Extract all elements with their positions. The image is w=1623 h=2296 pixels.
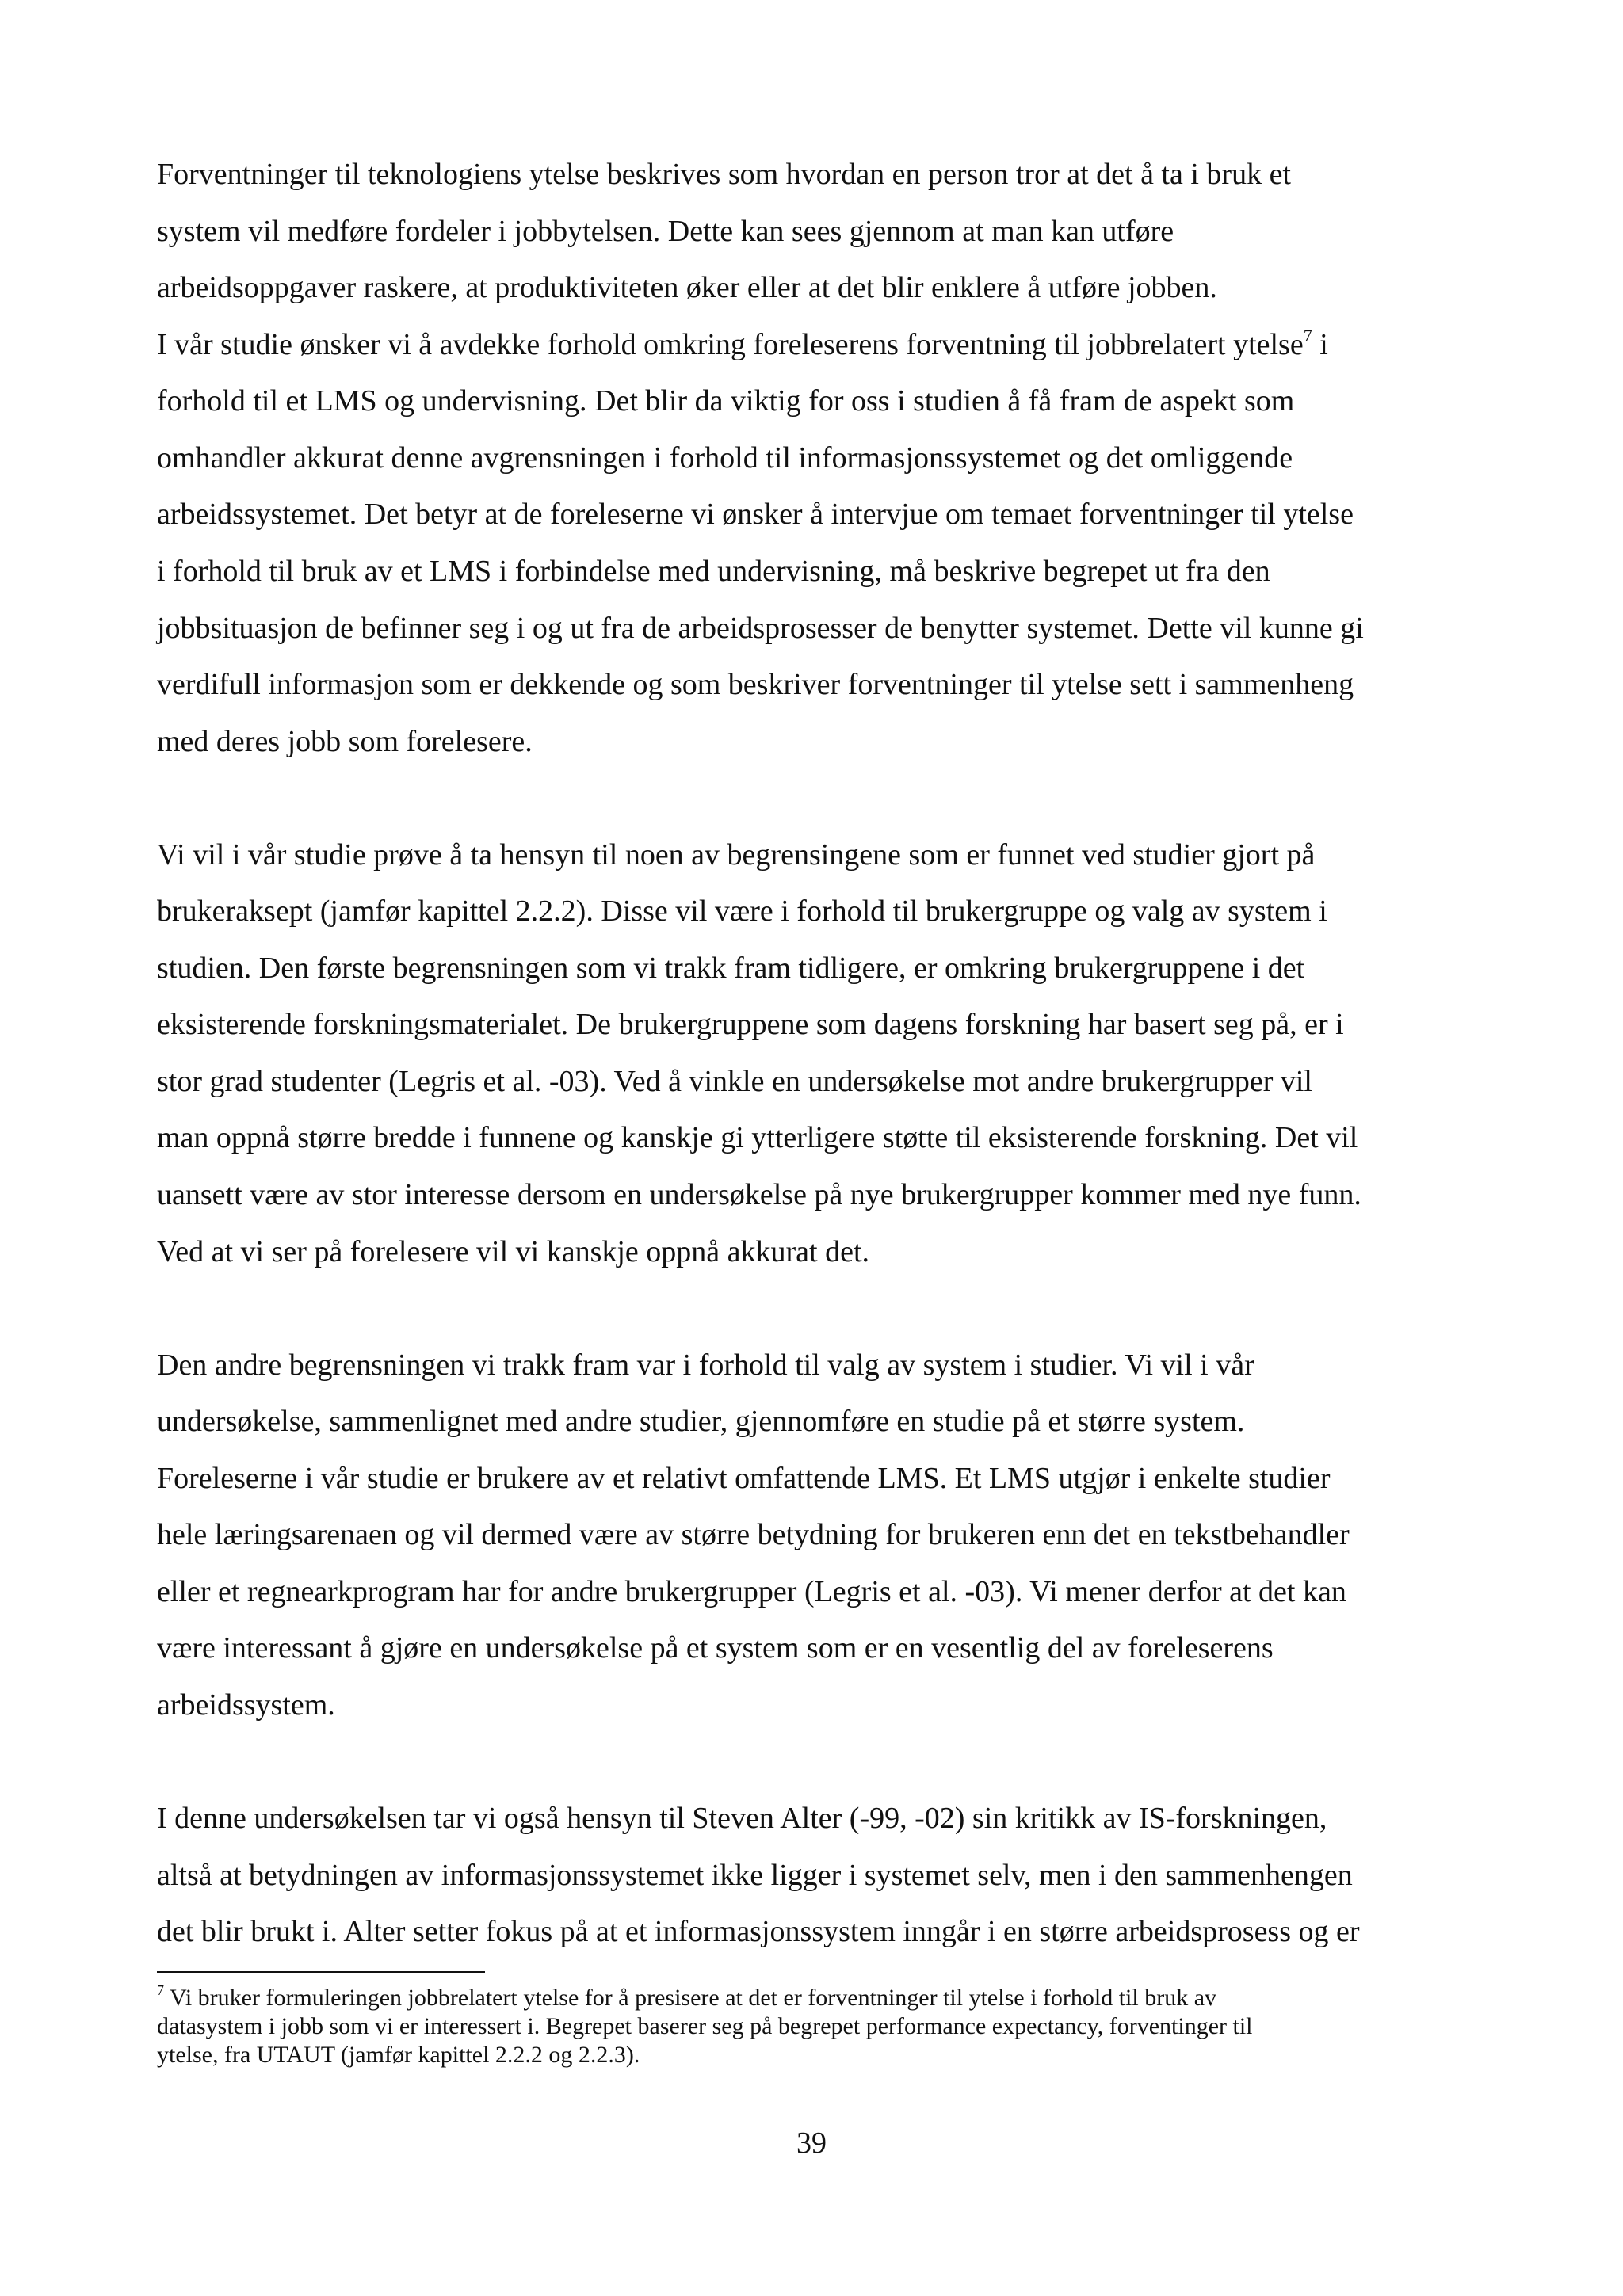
paragraph-1-line-7: arbeidssystemet. Det betyr at de foreleserne vi ønsker å intervjue om temaet forventninger til ytelse xyxy=(157,498,1354,531)
paragraph-1-line-5: forhold til et LMS og undervisning. Det blir da viktig for oss i studien å få fram de aspekt som xyxy=(157,384,1295,418)
paragraph-2-line-8: Ved at vi ser på forelesere vil vi kanskje oppnå akkurat det. xyxy=(157,1235,870,1268)
footnote-reference[interactable]: 7 xyxy=(1303,326,1312,346)
paragraph-3-line-5: eller et regnearkprogram har for andre brukergrupper (Legris et al. -03). Vi mener derfor at det kan xyxy=(157,1575,1346,1608)
footnote-line-2: datasystem i jobb som vi er interessert i. Begrepet baserer seg på begrepet performance expectancy, forventinger til xyxy=(157,2013,1253,2039)
line-text-continued: i xyxy=(1312,328,1328,361)
paragraph-3-line-2: undersøkelse, sammenlignet med andre studier, gjennomføre en studie på et større system. xyxy=(157,1405,1245,1438)
paragraph-2-line-5: stor grad studenter (Legris et al. -03). Ved å vinkle en undersøkelse mot andre brukergrupper vil xyxy=(157,1065,1312,1098)
paragraph-1-line-2: system vil medføre fordeler i jobbytelsen. Dette kan sees gjennom at man kan utføre xyxy=(157,215,1174,248)
paragraph-2-line-3: studien. Den første begrensningen som vi trakk fram tidligere, er omkring brukergruppene i det xyxy=(157,952,1305,985)
paragraph-1-line-4 xyxy=(157,327,1328,362)
paragraph-2-line-2: brukeraksept (jamfør kapittel 2.2.2). Disse vil være i forhold til brukergruppe og valg av system i xyxy=(157,894,1327,928)
footnote-line-3: ytelse, fra UTAUT (jamfør kapittel 2.2.2 og 2.2.3). xyxy=(157,2042,640,2068)
footnote-line-1 xyxy=(157,1984,1216,2012)
paragraph-1-line-9: jobbsituasjon de befinner seg i og ut fra de arbeidsprosesser de benytter systemet. Dette vil kunne gi xyxy=(157,612,1364,645)
paragraph-1-line-3: arbeidsoppgaver raskere, at produktiviteten øker eller at det blir enklere å utføre jobben. xyxy=(157,271,1217,304)
footnote-text: Vi bruker formuleringen jobbrelatert ytelse for å presisere at det er forventninger til ytelse i forhold til bruk av xyxy=(164,1985,1217,2011)
paragraph-3-line-7: arbeidssystem. xyxy=(157,1688,335,1722)
paragraph-2-line-6: man oppnå større bredde i funnene og kanskje gi ytterligere støtte til eksisterende forskning. Det vil xyxy=(157,1121,1358,1154)
footnote-number: 7 xyxy=(157,1982,164,1998)
paragraph-1-line-1: Forventninger til teknologiens ytelse beskrives som hvordan en person tror at det å ta i bruk et xyxy=(157,158,1291,191)
paragraph-2-line-1: Vi vil i vår studie prøve å ta hensyn til noen av begrensingene som er funnet ved studier gjort på xyxy=(157,838,1316,871)
page-number: 39 xyxy=(796,2126,827,2160)
footnote-separator xyxy=(157,1971,485,1973)
line-text: I vår studie ønsker vi å avdekke forhold omkring foreleserens forventning til jobbrelatert ytelse xyxy=(157,328,1304,361)
paragraph-2-line-4: eksisterende forskningsmaterialet. De brukergruppene som dagens forskning har basert seg på, er i xyxy=(157,1008,1344,1041)
paragraph-3-line-3: Foreleserne i vår studie er brukere av et relativt omfattende LMS. Et LMS utgjør i enkelte studier xyxy=(157,1462,1331,1495)
paragraph-2-line-7: uansett være av stor interesse dersom en undersøkelse på nye brukergrupper kommer med nye funn. xyxy=(157,1178,1361,1211)
paragraph-1-line-11: med deres jobb som forelesere. xyxy=(157,725,533,758)
paragraph-1-line-6: omhandler akkurat denne avgrensningen i forhold til informasjonssystemet og det omliggende xyxy=(157,441,1293,475)
paragraph-3-line-4: hele læringsarenaen og vil dermed være av større betydning for brukeren enn det en tekstbehandler xyxy=(157,1518,1350,1551)
paragraph-3-line-6: være interessant å gjøre en undersøkelse på et system som er en vesentlig del av foreleserens xyxy=(157,1631,1274,1665)
paragraph-4-line-3: det blir brukt i. Alter setter fokus på at et informasjonssystem inngår i en større arbeidsprosess og er xyxy=(157,1915,1360,1948)
paragraph-1-line-10: verdifull informasjon som er dekkende og som beskriver forventninger til ytelse sett i sammenheng xyxy=(157,668,1354,701)
paragraph-1-line-8: i forhold til bruk av et LMS i forbindelse med undervisning, må beskrive begrepet ut fra den xyxy=(157,555,1270,588)
paragraph-4-line-1: I denne undersøkelsen tar vi også hensyn til Steven Alter (-99, -02) sin kritikk av IS-forskningen, xyxy=(157,1802,1327,1835)
paragraph-3-line-1: Den andre begrensningen vi trakk fram var i forhold til valg av system i studier. Vi vil i vår xyxy=(157,1348,1254,1382)
paragraph-4-line-2: altså at betydningen av informasjonssystemet ikke ligger i systemet selv, men i den sammenhengen xyxy=(157,1859,1353,1892)
